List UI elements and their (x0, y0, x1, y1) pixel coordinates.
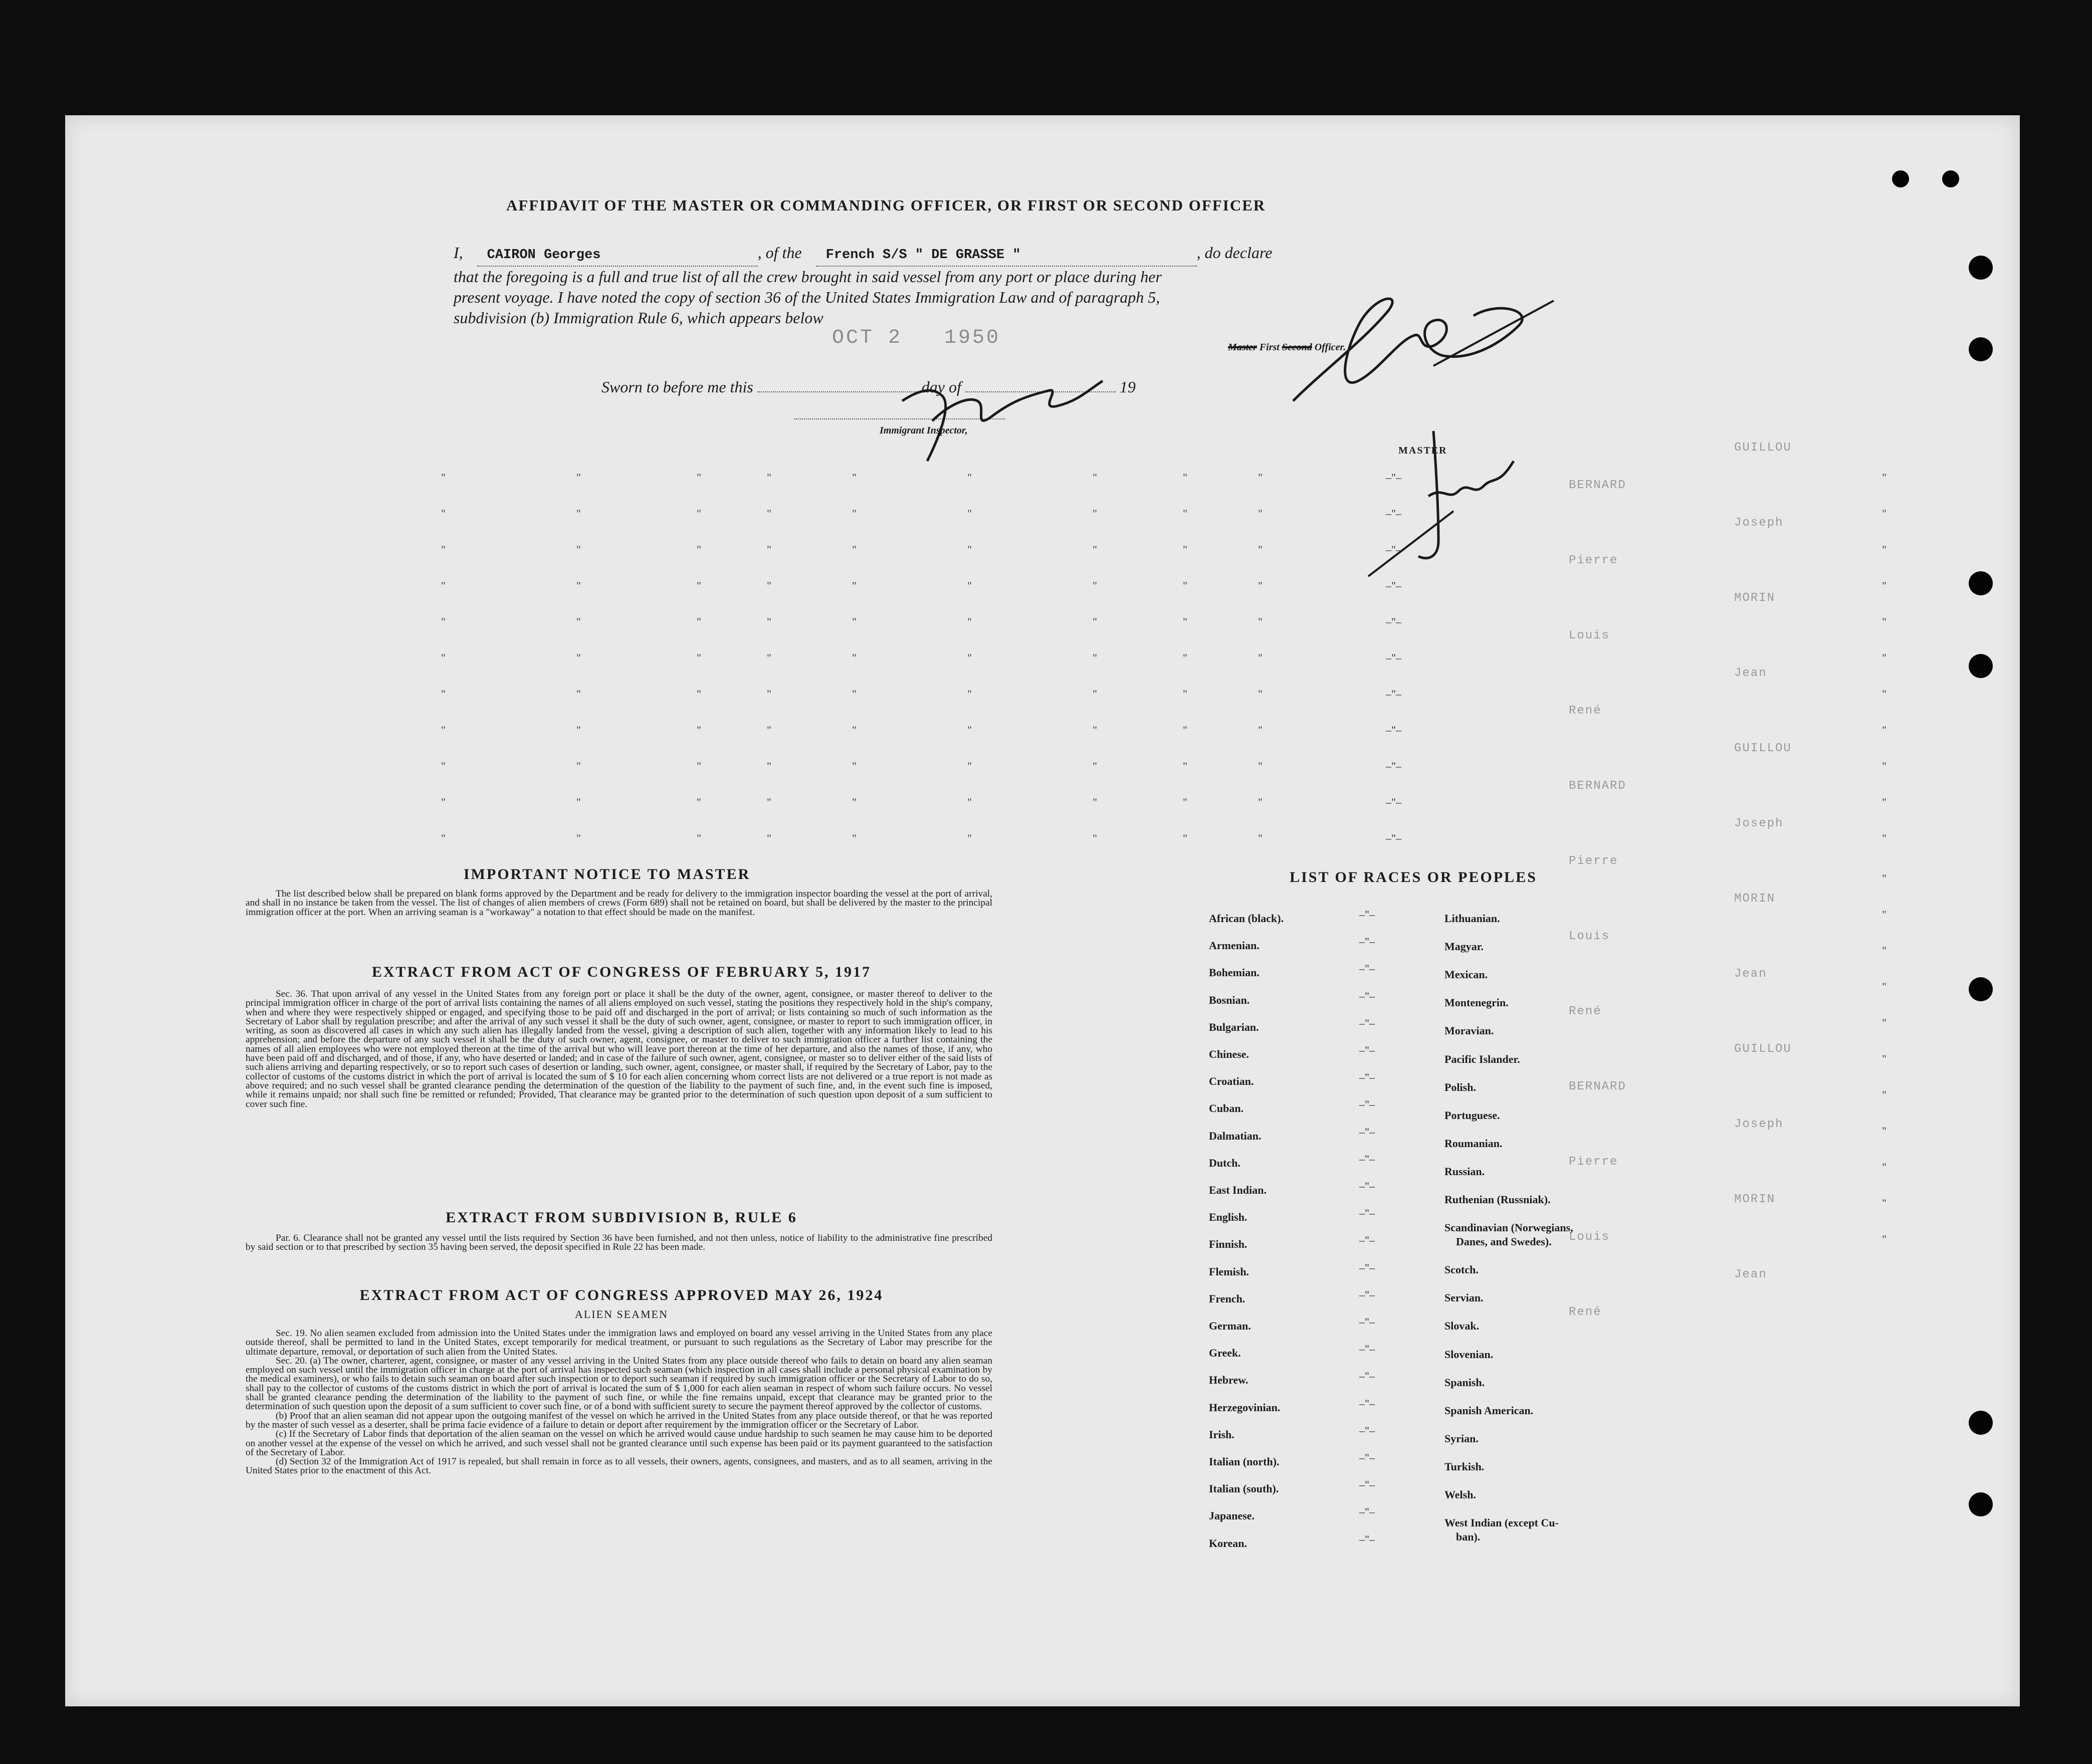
ditto-mark: " (1258, 543, 1263, 556)
declaration-line: that the foregoing is a full and true list of all the crew brought in said vessel from any port or place during her (454, 268, 1162, 286)
extract-1924-body (246, 1329, 992, 1476)
ghost-text: Jean (1734, 1268, 1767, 1281)
extract-1917-title: EXTRACT FROM ACT OF CONGRESS OF FEBRUARY 5, 1917 (371, 964, 872, 980)
binder-hole (1969, 337, 1993, 361)
dash-mark: –"– (1359, 1451, 1375, 1464)
race-item: Welsh. (1444, 1488, 1476, 1501)
ditto-mark: " (852, 724, 857, 736)
race-item: Dutch. (1209, 1156, 1240, 1169)
race-item: Pacific Islander. (1444, 1052, 1520, 1065)
date-stamp: OCT 2 1950 (832, 327, 1001, 349)
sec-20a-text: Sec. 20. (a) The owner, charterer, agent, consignee, or master of any vessel arriving in the United States from any place outside thereof who fails to detain on board any alien seaman employed on such vessel until the immigration officer in charge at the port of arrival has inspected such seaman (which inspection in all cases shall include a personal physical examination by the medical examiners), or who fails to detain such seaman on board after such inspection or to deport such seaman if required by such immigration officer or the Secretary of Labor to do so, shall pay to the collector of customs of the customs district in which the port of arrival is located the sum of $ 1,000 for each alien seaman in respect of whom such failure occurs. No vessel shall be granted clearance pending the determination of the liability to the payment of such fine, or while the fine remains unpaid, except that clearance may be granted prior to the determination of such question upon the deposit of a sum sufficient to cover such fine, or of a bond with sufficient surety to secure the payment thereof approved by the collector of customs. (246, 1355, 992, 1412)
ditto-mark: " (1258, 651, 1263, 664)
race-item: Russian. (1444, 1165, 1485, 1178)
dash-mark: –"– (1359, 1478, 1375, 1491)
declaration-line: subdivision (b) Immigration Rule 6, which appears below (454, 309, 823, 327)
ditto-mark: " (1882, 796, 1887, 808)
ditto-mark: " (697, 832, 701, 844)
ghost-text: René (1569, 704, 1602, 718)
ditto-mark: " (967, 543, 972, 556)
race-item: Lithuanian. (1444, 912, 1500, 925)
race-item: Greek. (1209, 1347, 1241, 1360)
dash-mark: –"– (1386, 688, 1401, 700)
race-item: Mexican. (1444, 968, 1488, 981)
race-item: Bohemian. (1209, 966, 1260, 979)
sec-19-text: Sec. 19. No alien seamen excluded from admission into the United States under the immigration laws and employed on board any vessel arriving in the United States from any place outside thereof, shall be permitted to land in the United States, except temporarily for medical treatment, or pursuant to such regulations as the Secretary of Labor may prescribe for the ultimate departure, removal, or deportation of such alien from the United States. (246, 1328, 992, 1357)
race-item: Spanish American. (1444, 1404, 1534, 1417)
ditto-mark: " (576, 471, 581, 484)
binder-hole (1942, 170, 1959, 187)
ditto-mark: " (1093, 471, 1097, 484)
notice-title: IMPORTANT NOTICE TO MASTER (464, 866, 751, 883)
ditto-mark: " (1258, 688, 1263, 700)
race-item: French. (1209, 1292, 1245, 1305)
ditto-mark: " (576, 543, 581, 556)
ditto-mark: " (1258, 832, 1263, 844)
ditto-mark: " (852, 615, 857, 628)
ditto-mark: " (1258, 615, 1263, 628)
race-item: German. (1209, 1319, 1251, 1332)
ditto-mark: " (1183, 471, 1187, 484)
dash-mark: –"– (1359, 1071, 1375, 1084)
ditto-mark: " (1882, 507, 1887, 520)
ditto-mark: " (1093, 832, 1097, 844)
ditto-mark: " (1882, 1052, 1887, 1065)
race-item: Cuban. (1209, 1102, 1244, 1115)
binder-hole (1969, 1492, 1993, 1516)
ditto-mark: " (767, 471, 771, 484)
race-item: Slovak. (1444, 1319, 1480, 1333)
race-item: Turkish. (1444, 1460, 1485, 1473)
ditto-mark: " (1093, 615, 1097, 628)
ditto-mark: " (1183, 543, 1187, 556)
ditto-mark: " (441, 688, 446, 700)
dash-mark: –"– (1359, 1234, 1375, 1247)
officer-suffix: Officer. (1314, 342, 1346, 353)
binder-hole (1969, 571, 1993, 595)
ditto-mark: " (1882, 1125, 1887, 1137)
ditto-mark: " (767, 543, 771, 556)
race-item: Danes, and Swedes). (1456, 1235, 1552, 1248)
ditto-mark: " (576, 615, 581, 628)
struck-master: Master (1228, 342, 1257, 353)
ditto-mark: " (1882, 543, 1887, 556)
ghost-text: GUILLOU (1734, 441, 1792, 455)
ditto-mark: " (576, 760, 581, 772)
ditto-mark: " (767, 796, 771, 808)
ditto-mark: " (1882, 760, 1887, 772)
dash-mark: –"– (1359, 1044, 1375, 1056)
race-item: Roumanian. (1444, 1137, 1503, 1150)
race-item: Italian (south). (1209, 1482, 1279, 1495)
race-item: Croatian. (1209, 1075, 1254, 1088)
dash-mark: –"– (1359, 1505, 1375, 1518)
ditto-mark: " (1258, 507, 1263, 520)
ditto-mark: " (1258, 724, 1263, 736)
ditto-mark: " (767, 832, 771, 844)
dash-mark: –"– (1386, 471, 1401, 484)
officer-first: First (1259, 342, 1280, 353)
ditto-mark: " (1882, 908, 1887, 921)
races-title: LIST OF RACES OR PEOPLES (1290, 869, 1537, 886)
sec-20c-text: (c) If the Secretary of Labor finds that deportation of the alien seaman on the vessel on which he arrived would cause undue hardship to such seamen he may cause him to be deported on another vessel at the expense of the vessel on which he arrived, and such vessel shall not be granted clearance until such expense has been paid or its payment guaranteed to the satisfaction of the Secretary of Labor. (246, 1429, 992, 1458)
ditto-mark: " (967, 471, 972, 484)
dash-mark: –"– (1359, 1152, 1375, 1165)
race-item: Irish. (1209, 1428, 1234, 1441)
race-item: Portuguese. (1444, 1109, 1500, 1122)
ditto-mark: " (967, 832, 972, 844)
race-item: Servian. (1444, 1291, 1484, 1304)
ditto-mark: " (767, 688, 771, 700)
dash-mark: –"– (1386, 579, 1401, 592)
vessel-name: French S/S " DE GRASSE " (825, 248, 1021, 263)
race-item: Moravian. (1444, 1024, 1494, 1037)
dash-mark: –"– (1359, 1288, 1375, 1301)
dash-mark: –"– (1359, 1343, 1375, 1356)
ditto-mark: " (1882, 1197, 1887, 1209)
ditto-mark: " (967, 579, 972, 592)
binder-hole (1969, 1411, 1993, 1435)
extract-1917-body (246, 990, 992, 1109)
ghost-text: MORIN (1734, 591, 1776, 605)
ditto-mark: " (441, 507, 446, 520)
dash-mark: –"– (1359, 1261, 1375, 1274)
year-prefix: 19 (1119, 378, 1136, 396)
ditto-mark: " (441, 796, 446, 808)
dash-mark: –"– (1386, 760, 1401, 772)
ditto-mark: " (1882, 1233, 1887, 1245)
ditto-mark: " (767, 579, 771, 592)
race-item: Herzegovinian. (1209, 1401, 1281, 1414)
ghost-text: Louis (1569, 1230, 1610, 1244)
race-item: African (black). (1209, 912, 1284, 925)
race-item: West Indian (except Cu- (1444, 1516, 1559, 1529)
ditto-mark: " (852, 832, 857, 844)
ghost-text: Jean (1734, 967, 1767, 981)
dash-mark: –"– (1359, 1098, 1375, 1111)
ditto-mark: " (1882, 724, 1887, 736)
ditto-mark: " (1093, 688, 1097, 700)
ditto-mark: " (1093, 724, 1097, 736)
ditto-mark: " (967, 724, 972, 736)
ditto-mark: " (1882, 579, 1887, 592)
ditto-mark: " (576, 724, 581, 736)
ditto-mark: " (1093, 760, 1097, 772)
ditto-mark: " (767, 507, 771, 520)
first-officer-signature (1283, 281, 1564, 411)
race-item: Bulgarian. (1209, 1020, 1259, 1033)
ditto-mark: " (767, 651, 771, 664)
ditto-mark: " (1882, 1016, 1887, 1029)
sworn-label: Sworn to before me this (601, 378, 753, 396)
notice-body (246, 890, 992, 917)
ghost-text: Pierre (1569, 554, 1618, 567)
race-item: Korean. (1209, 1536, 1247, 1550)
binder-hole (1969, 256, 1993, 280)
dash-mark: –"– (1359, 1370, 1375, 1383)
dash-mark: –"– (1359, 908, 1375, 921)
ghost-text: BERNARD (1569, 1080, 1626, 1093)
ghost-text: Joseph (1734, 1118, 1784, 1131)
dash-mark: –"– (1359, 989, 1375, 1002)
ditto-mark: " (441, 760, 446, 772)
ditto-mark: " (441, 579, 446, 592)
race-item: Bosnian. (1209, 993, 1250, 1006)
race-item: Spanish. (1444, 1376, 1485, 1389)
ditto-mark: " (852, 651, 857, 664)
ditto-mark: " (1882, 1088, 1887, 1101)
affidavit-declaration (454, 243, 1371, 328)
ditto-mark: " (576, 579, 581, 592)
dash-mark: –"– (1359, 1125, 1375, 1138)
ditto-mark: " (441, 651, 446, 664)
ditto-mark: " (1183, 651, 1187, 664)
ditto-mark: " (852, 507, 857, 520)
ditto-mark: " (852, 688, 857, 700)
ghost-text: Jean (1734, 667, 1767, 680)
ditto-mark: " (697, 724, 701, 736)
ditto-mark: " (767, 724, 771, 736)
ditto-mark: " (576, 796, 581, 808)
ditto-mark: " (967, 688, 972, 700)
ghost-text: BERNARD (1569, 479, 1626, 492)
inspector-label: Immigrant Inspector, (880, 425, 968, 436)
ditto-mark: " (441, 832, 446, 844)
race-item: Dalmatian. (1209, 1129, 1262, 1142)
dash-mark: –"– (1386, 796, 1401, 808)
ditto-mark: " (1882, 980, 1887, 993)
extract-1924-title: EXTRACT FROM ACT OF CONGRESS APPROVED MAY 26, 1924 (359, 1287, 884, 1303)
ghost-text: MORIN (1734, 892, 1776, 906)
race-item: Italian (north). (1209, 1455, 1280, 1468)
binder-hole (1969, 654, 1993, 678)
ghost-text: René (1569, 1305, 1602, 1319)
ditto-mark: " (1258, 760, 1263, 772)
ditto-mark: " (441, 543, 446, 556)
ditto-mark: " (1882, 615, 1887, 628)
dash-mark: –"– (1386, 724, 1401, 736)
dash-mark: –"– (1359, 1424, 1375, 1437)
ghost-text: Joseph (1734, 817, 1784, 830)
ditto-mark: " (576, 832, 581, 844)
ditto-mark: " (1882, 471, 1887, 484)
race-item: Syrian. (1444, 1432, 1479, 1445)
race-item: Slovenian. (1444, 1348, 1494, 1361)
binder-hole (1892, 170, 1909, 187)
ditto-mark: " (1093, 543, 1097, 556)
ditto-mark: " (767, 615, 771, 628)
affidavit-title: AFFIDAVIT OF THE MASTER OR COMMANDING OFFICER, OR FIRST OR SECOND OFFICER (506, 196, 1266, 214)
ditto-mark: " (852, 796, 857, 808)
ghost-text: GUILLOU (1734, 742, 1792, 755)
dash-mark: –"– (1359, 1016, 1375, 1029)
ditto-mark: " (697, 651, 701, 664)
ditto-mark: " (1882, 872, 1887, 885)
ghost-text: Pierre (1569, 854, 1618, 868)
ditto-mark: " (1093, 796, 1097, 808)
ditto-mark: " (967, 796, 972, 808)
binder-hole (1969, 977, 1993, 1001)
ditto-mark: " (1183, 507, 1187, 520)
inspector-signature (897, 361, 1108, 466)
race-item: Hebrew. (1209, 1374, 1248, 1387)
ditto-mark: " (1882, 944, 1887, 957)
sec-20d-text: (d) Section 32 of the Immigration Act of 1917 is repealed, but shall remain in force as to all vessels, their owners, agents, consignees, and masters, and as to all seamen, arriving in the United States prior to the enactment of this Act. (246, 1456, 992, 1476)
ditto-mark: " (1183, 688, 1187, 700)
ghost-text: René (1569, 1005, 1602, 1018)
race-item: Montenegrin. (1444, 996, 1509, 1009)
race-item: East Indian. (1209, 1184, 1267, 1196)
ditto-mark: " (1882, 688, 1887, 700)
ditto-mark: " (576, 651, 581, 664)
dash-mark: –"– (1359, 1207, 1375, 1220)
ditto-mark: " (697, 507, 701, 520)
ditto-mark: " (697, 579, 701, 592)
ditto-mark: " (1183, 724, 1187, 736)
dash-mark: –"– (1386, 615, 1401, 628)
struck-second: Second (1282, 342, 1312, 353)
ditto-mark: " (1882, 832, 1887, 844)
race-item: Polish. (1444, 1080, 1476, 1093)
race-item: Flemish. (1209, 1265, 1249, 1278)
ditto-mark: " (697, 471, 701, 484)
race-item: Scandinavian (Norwegians, (1444, 1221, 1573, 1234)
declarant-name: CAIRON Georges (487, 248, 601, 263)
ditto-mark: " (852, 471, 857, 484)
dash-mark: –"– (1359, 1532, 1375, 1546)
ditto-mark: " (697, 760, 701, 772)
ditto-mark: " (1183, 796, 1187, 808)
ditto-mark: " (1258, 579, 1263, 592)
ditto-mark: " (967, 615, 972, 628)
dash-mark: –"– (1359, 1180, 1375, 1192)
ghost-text: MORIN (1734, 1193, 1776, 1206)
ditto-mark: " (697, 688, 701, 700)
ghost-text: GUILLOU (1734, 1042, 1792, 1056)
sec-20b-text: (b) Proof that an alien seaman did not appear upon the outgoing manifest of the vessel on which he arrived in the United States from any place outside thereof, or that he was reported by the master of such vessel as a deserter, shall be prima facie evidence of a failure to detain or deport after requirement by the immigration officer or the Secretary of Labor. (246, 1410, 992, 1430)
ditto-mark: " (1093, 579, 1097, 592)
alien-seamen-subtitle: ALIEN SEAMEN (575, 1308, 668, 1320)
ditto-mark: " (576, 688, 581, 700)
ditto-mark: " (767, 760, 771, 772)
ditto-mark: " (697, 543, 701, 556)
ditto-mark: " (1183, 615, 1187, 628)
ditto-mark: " (1093, 507, 1097, 520)
ditto-mark: " (1882, 1161, 1887, 1173)
ditto-mark: " (1183, 760, 1187, 772)
do-declare-label: , do declare (1196, 244, 1273, 262)
notice-text: The list described below shall be prepared on blank forms approved by the Department and be ready for delivery to the immigration inspector boarding the vessel at the port of arrival, and shall in no instance be taken from the vessel. The list of changes of alien members of crews (Form 689) shall not be retained on board, but shall be delivered by the master to the principal immigration officer at the port. When an arriving seaman is a "workaway" a notation to that effect should be made on the manifest. (246, 889, 992, 918)
race-item: Ruthenian (Russniak). (1444, 1193, 1551, 1206)
rule-6-body (246, 1234, 992, 1252)
of-the-label: , of the (757, 244, 802, 262)
ditto-mark: " (1882, 651, 1887, 664)
ghost-text: Louis (1569, 930, 1610, 943)
ghost-text: BERNARD (1569, 779, 1626, 793)
day-of-label: day of (921, 378, 961, 396)
dash-mark: –"– (1359, 935, 1375, 948)
ditto-mark: " (576, 507, 581, 520)
ditto-mark: " (852, 543, 857, 556)
ditto-mark: " (1258, 471, 1263, 484)
ghost-text: Joseph (1734, 516, 1784, 530)
par-6-text: Par. 6. Clearance shall not be granted any vessel until the lists required by Section 36 have been furnished, and not then unless, notice of liability to the administrative fine prescribed by said section or to that prescribed by section 35 having been served, the deposit specified in Rule 22 has been made. (246, 1233, 992, 1253)
race-item: ban). (1456, 1530, 1481, 1544)
declaration-line: present voyage. I have noted the copy of section 36 of the United States Immigration Law and of paragraph 5, (454, 288, 1160, 306)
dash-mark: –"– (1386, 543, 1401, 556)
ditto-mark: " (852, 579, 857, 592)
master-signature (1363, 426, 1524, 581)
ditto-mark: " (967, 760, 972, 772)
race-item: Scotch. (1444, 1263, 1479, 1276)
ditto-mark: " (697, 615, 701, 628)
race-item: Japanese. (1209, 1509, 1255, 1522)
dash-mark: –"– (1386, 651, 1401, 664)
declarant-prefix: I, (454, 244, 463, 262)
race-item: Armenian. (1209, 939, 1260, 952)
ghost-text: Louis (1569, 629, 1610, 642)
sec-36-text: Sec. 36. That upon arrival of any vessel in the United States from any foreign port or place it shall be the duty of the owner, agent, consignee, or master thereof to deliver to the principal immigration officer in charge of the port of arrival lists containing the names of all aliens employed on such vessel, stating the positions they respectively hold in the ship's company, when and where they were respectively shipped or engaged, and specifying those to be paid off and discharged in the port of arrival; or lists containing so much of such information as the Secretary of Labor shall by regulation prescribe; and after the arrival of any such vessel it shall be the duty of such owner, agent, consignee, or master to report to such immigration officer, in writing, as soon as discovered all cases in which any such alien has illegally landed from the vessel, giving a description of such alien, together with any information likely to lead to his apprehension; and before the departure of any such vessel it shall be the duty of such owner, agent, consignee, or master to deliver to such immigration officer a further list containing the names of all alien employees who were not employed thereon at the time of the arrival but who will leave port thereon at the time of her departure, and also the names of those, if any, who have been paid off and discharged, and of those, if any, who have deserted or landed; and in case of the failure of such owner, agent, consignee, or master so to deliver either of the said lists of such aliens arriving and departing respectively, or so to report such cases of desertion or landing, such owner, agent, consignee, or master shall, if required by the Secretary of Labor, pay to the collector of customs of the customs district in which the port of arrival is located the sum of $ 10 for each alien concerning whom correct lists are not delivered or a true report is not made as above required; and no such vessel shall be granted clearance pending the determination of the question of the liability to the payment of such fine, and, in the event such fine is imposed, while it remains unpaid; nor shall such fine be remitted or refunded; Provided, That clearance may be granted prior to the determination of such question upon deposit of a sum sufficient to cover such fine. (246, 989, 992, 1110)
dash-mark: –"– (1386, 507, 1401, 520)
master-label: MASTER (1398, 445, 1447, 456)
race-item: English. (1209, 1211, 1247, 1224)
dash-mark: –"– (1359, 962, 1375, 975)
ditto-mark: " (967, 651, 972, 664)
ditto-mark: " (852, 760, 857, 772)
race-item: Chinese. (1209, 1048, 1249, 1060)
ditto-mark: " (1093, 651, 1097, 664)
ghost-text: Pierre (1569, 1155, 1618, 1169)
ditto-mark: " (697, 796, 701, 808)
ditto-mark: " (1183, 579, 1187, 592)
dash-mark: –"– (1359, 1315, 1375, 1328)
ditto-mark: " (1258, 796, 1263, 808)
ditto-mark: " (441, 471, 446, 484)
ditto-mark: " (1183, 832, 1187, 844)
race-item: Finnish. (1209, 1238, 1247, 1251)
rule-6-title: EXTRACT FROM SUBDIVISION B, RULE 6 (446, 1209, 797, 1226)
ditto-mark: " (441, 615, 446, 628)
ditto-mark: " (967, 507, 972, 520)
dash-mark: –"– (1359, 1397, 1375, 1410)
ditto-mark: " (441, 724, 446, 736)
race-item: Magyar. (1444, 940, 1484, 953)
dash-mark: –"– (1386, 832, 1401, 844)
